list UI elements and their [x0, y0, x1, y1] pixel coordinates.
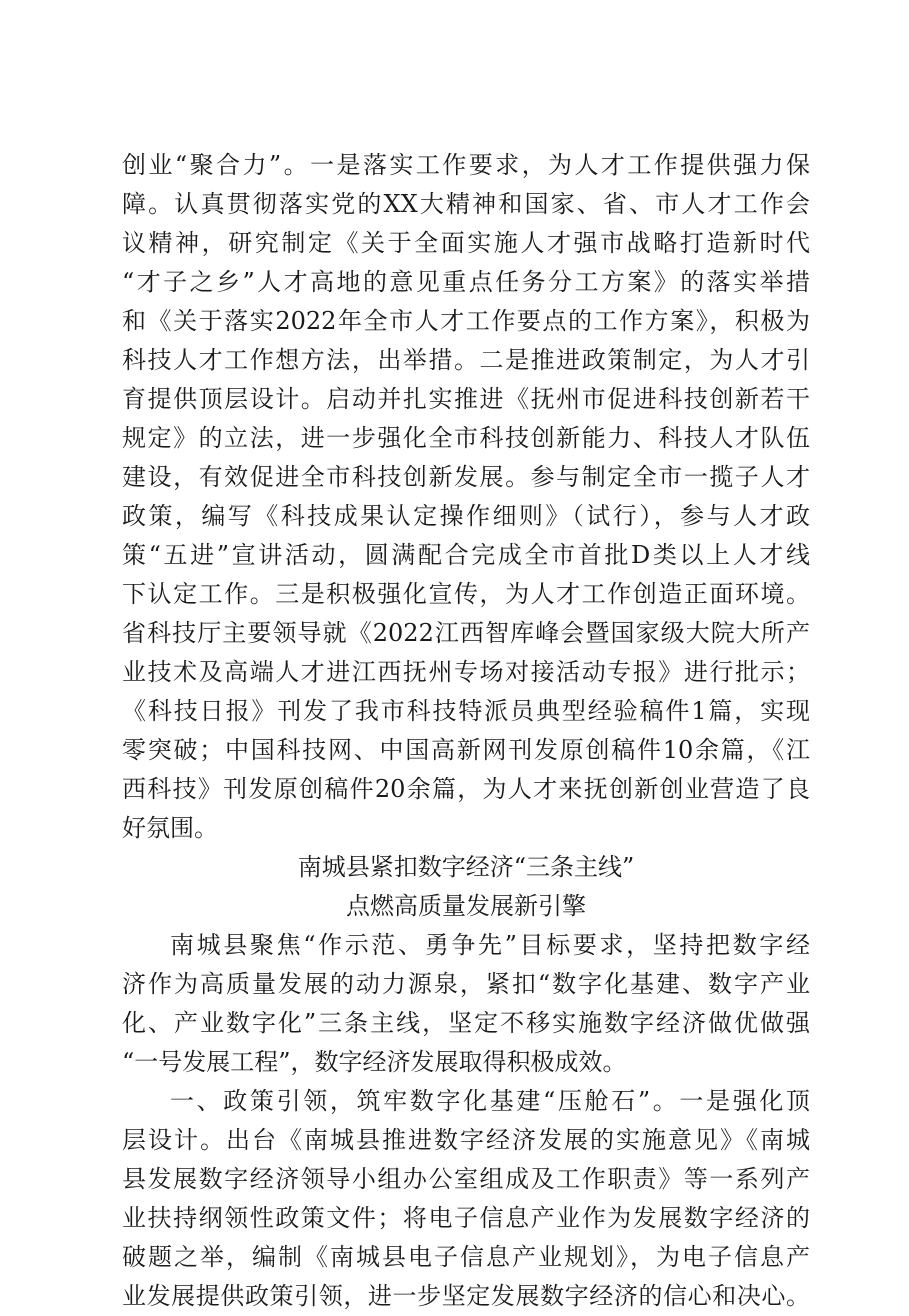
- text-line: 策“五进”宣讲活动，圆满配合完成全市首批D类以上人才线: [122, 541, 810, 569]
- text-line: 育提供顶层设计。启动并扎实推进《抚州市促进科技创新若干: [122, 385, 810, 413]
- text-line: 业发展提供政策引领，进一步坚定发展数字经济的信心和决心。: [122, 1282, 810, 1310]
- text-line: 科技人才工作想方法，出举措。二是推进政策制定，为人才引: [122, 346, 810, 374]
- section-heading: [122, 848, 810, 926]
- text-line: 政策，编写《科技成果认定操作细则》（试行），参与人才政: [122, 502, 810, 530]
- text-line: 业技术及高端人才进江西抚州专场对接活动专报》进行批示；: [122, 658, 810, 686]
- heading-line-1: 南城县紧扣数字经济“三条主线”: [297, 853, 635, 881]
- text-line: 省科技厅主要领导就《2022江西智库峰会暨国家级大院大所产: [122, 619, 810, 647]
- document-body: [122, 146, 810, 1316]
- paragraph-2: [122, 926, 810, 1082]
- text-line: 破题之举，编制《南城县电子信息产业规划》，为电子信息产: [122, 1243, 810, 1271]
- text-line: “才子之乡”人才高地的意见重点任务分工方案》的落实举措: [122, 268, 810, 296]
- text-line: 县发展数字经济领导小组办公室组成及工作职责》等一系列产: [122, 1165, 810, 1193]
- text-line: 济作为高质量发展的动力源泉，紧扣“数字化基建、数字产业: [122, 970, 810, 998]
- paragraph-1: [122, 146, 810, 848]
- text-line: 建设，有效促进全市科技创新发展。参与制定全市一揽子人才: [122, 463, 810, 491]
- text-line: 创业“聚合力”。一是落实工作要求，为人才工作提供强力保: [122, 151, 810, 179]
- text-line: 化、产业数字化”三条主线，坚定不移实施数字经济做优做强: [122, 1009, 810, 1037]
- text-line: 层设计。出台《南城县推进数字经济发展的实施意见》《南城: [122, 1126, 810, 1154]
- text-line: 业扶持纲领性政策文件；将电子信息产业作为发展数字经济的: [122, 1204, 810, 1232]
- text-line: 和《关于落实2022年全市人才工作要点的工作方案》，积极为: [122, 307, 810, 335]
- text-line: 规定》的立法，进一步强化全市科技创新能力、科技人才队伍: [122, 424, 810, 452]
- text-line: 议精神，研究制定《关于全面实施人才强市战略打造新时代: [122, 229, 810, 257]
- text-line: 《科技日报》刊发了我市科技特派员典型经验稿件1篇，实现: [122, 697, 810, 725]
- text-line: 南城县聚焦“作示范、勇争先”目标要求，坚持把数字经: [170, 931, 810, 959]
- text-line: 好氛围。: [122, 814, 218, 842]
- heading-line-2: 点燃高质量发展新引擎: [346, 892, 586, 920]
- text-line: 西科技》刊发原创稿件20余篇，为人才来抚创新创业营造了良: [122, 775, 810, 803]
- text-line: 下认定工作。三是积极强化宣传，为人才工作创造正面环境。: [122, 580, 810, 608]
- text-line: 一、政策引领，筑牢数字化基建“压舱石”。一是强化顶: [170, 1087, 810, 1115]
- text-line: 零突破；中国科技网、中国高新网刊发原创稿件10余篇，《江: [122, 736, 810, 764]
- text-line: “一号发展工程”，数字经济发展取得积极成效。: [122, 1048, 627, 1076]
- text-line: 障。认真贯彻落实党的XX大精神和国家、省、市人才工作会: [122, 190, 810, 218]
- paragraph-3: [122, 1082, 810, 1316]
